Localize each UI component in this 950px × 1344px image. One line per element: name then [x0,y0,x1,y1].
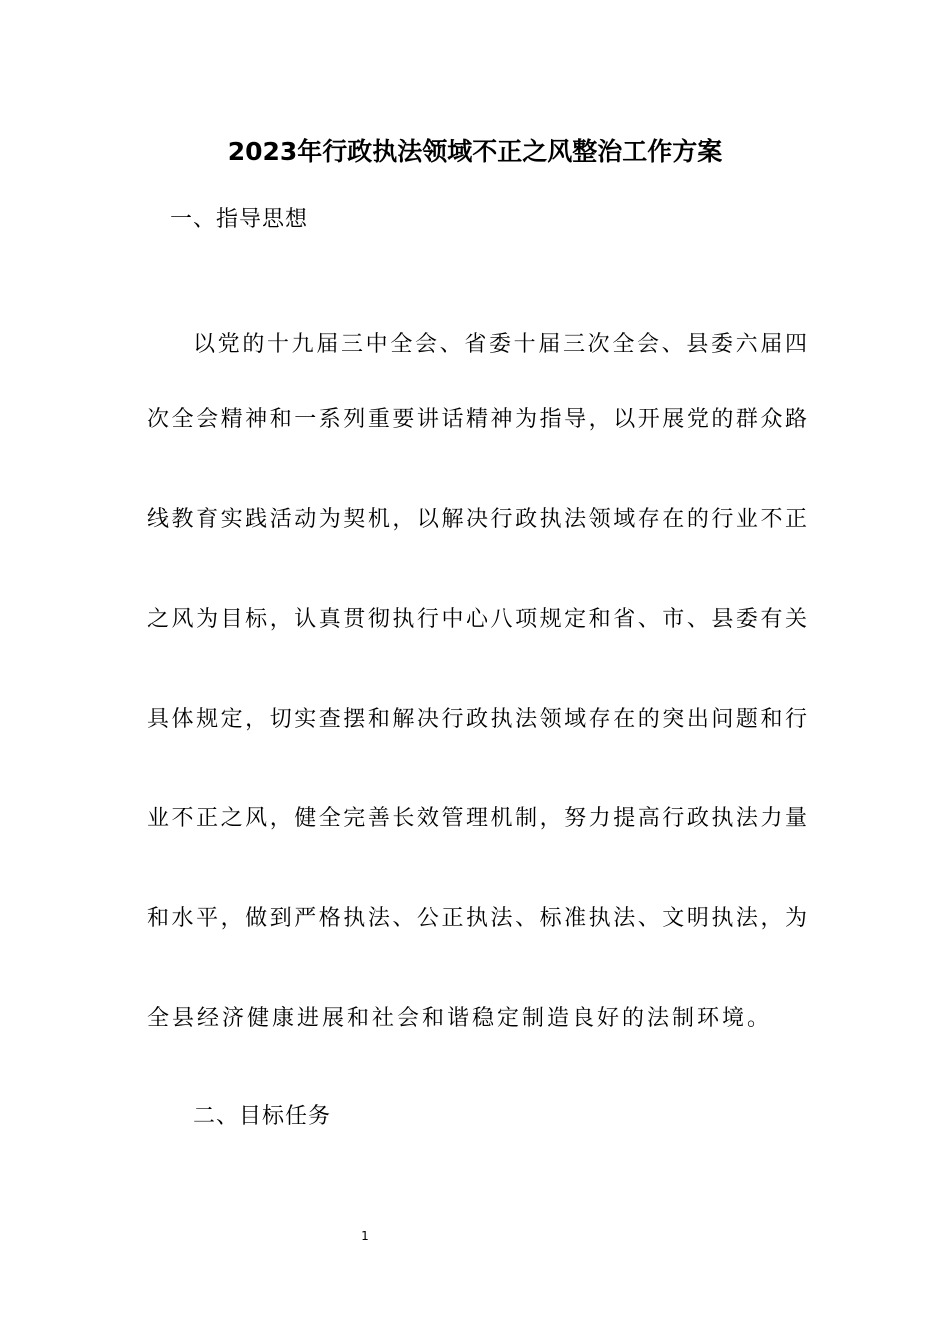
paragraph-line: 之风为目标，认真贯彻执行中心八项规定和省、市、县委有关 [147,607,807,632]
page-number: 1 [361,1229,369,1243]
paragraph-line: 全县经济健康进展和社会和谐稳定制造良好的法制环境。 [147,1006,773,1031]
section-heading-guiding-ideology: 一、指导思想 [170,207,309,232]
document-title: 2023年行政执法领域不正之风整治工作方案 [227,137,723,166]
paragraph-line: 和水平，做到严格执法、公正执法、标准执法、文明执法，为 [147,906,807,931]
paragraph-line: 业不正之风，健全完善长效管理机制，努力提高行政执法力量 [147,806,807,831]
paragraph-line: 线教育实践活动为契机，以解决行政执法领域存在的行业不正 [147,507,807,532]
section-heading-goals-tasks: 二、目标任务 [193,1104,332,1129]
paragraph-line: 次全会精神和一系列重要讲话精神为指导，以开展党的群众路 [147,407,807,432]
paragraph-line: 以党的十九届三中全会、省委十届三次全会、县委六届四 [193,332,807,357]
paragraph-line: 具体规定，切实查摆和解决行政执法领域存在的突出问题和行 [147,707,807,732]
